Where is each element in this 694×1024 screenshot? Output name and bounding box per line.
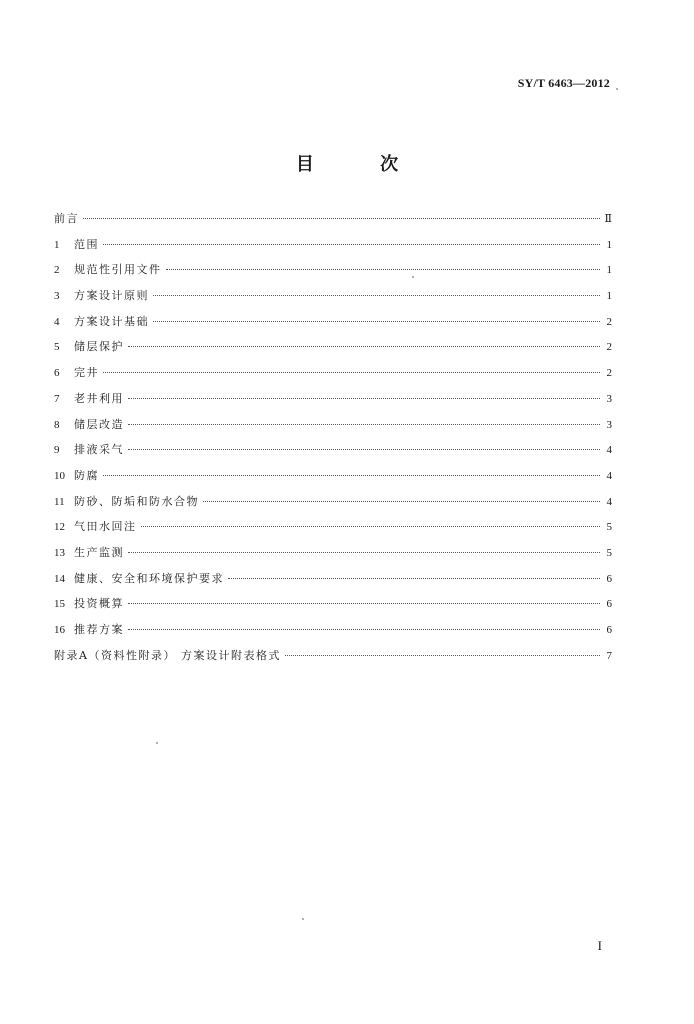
toc-entry-page: 2: [606, 315, 612, 328]
toc-entry-label: 前言: [54, 212, 79, 225]
toc-leader-dots: [103, 372, 600, 373]
scan-speck: [616, 88, 618, 90]
toc-entry-page: 2: [606, 341, 612, 354]
toc-leader-dots: [228, 578, 600, 579]
toc-entry: [54, 287, 612, 313]
toc-entry-number: 14: [54, 572, 65, 585]
toc-entry: [54, 544, 612, 570]
toc-entry-page: 6: [606, 598, 612, 611]
toc-leader-dots: [83, 218, 600, 219]
table-of-contents: [54, 210, 612, 672]
scan-speck: [412, 276, 414, 278]
toc-leader-dots: [203, 501, 600, 502]
toc-entry-page: 2: [606, 367, 612, 380]
toc-entry-label: 排液采气: [74, 443, 124, 457]
toc-entry-label: 气田水回注: [74, 520, 137, 534]
toc-entry-page: 5: [606, 521, 612, 534]
toc-entry-number: 8: [54, 418, 60, 431]
page-title: 目 次: [295, 154, 429, 175]
page-number: I: [597, 938, 602, 953]
toc-entry-label: 方案设计基础: [74, 314, 149, 328]
toc-entry: [54, 595, 612, 621]
toc-entry-label: 储层改造: [74, 417, 124, 431]
toc-entry-page: 7: [606, 649, 612, 662]
toc-entry-page: 4: [606, 495, 612, 508]
toc-entry-page: 3: [606, 392, 612, 405]
toc-entry: [54, 570, 612, 596]
toc-entry-number: 4: [54, 315, 60, 328]
scan-speck: [302, 918, 304, 920]
toc-leader-dots: [128, 346, 600, 347]
toc-entry-label: 防腐: [74, 468, 99, 482]
toc-entry-page: 4: [606, 444, 612, 457]
toc-entry-number: 12: [54, 521, 65, 534]
toc-leader-dots: [128, 629, 600, 630]
toc-entry: [54, 518, 612, 544]
toc-entry-number: 5: [54, 341, 60, 354]
toc-entry-page: 6: [606, 572, 612, 585]
toc-entry: [54, 441, 612, 467]
toc-leader-dots: [166, 269, 601, 270]
toc-leader-dots: [103, 244, 600, 245]
toc-leader-dots: [128, 449, 600, 450]
toc-leader-dots: [128, 398, 600, 399]
toc-entry: [54, 467, 612, 493]
toc-entry-page: 1: [606, 264, 612, 277]
toc-leader-dots: [128, 424, 600, 425]
toc-entry-label: 完井: [74, 366, 99, 380]
toc-entry-number: 11: [54, 495, 65, 508]
toc-entry-number: 6: [54, 367, 60, 380]
toc-entry: [54, 621, 612, 647]
toc-entry-number: 16: [54, 624, 65, 636]
toc-entry-label: 附录A（资料性附录） 方案设计附表格式: [54, 648, 281, 662]
toc-entry: [54, 364, 612, 390]
toc-leader-dots: [103, 475, 600, 476]
toc-entry-number: 10: [54, 469, 65, 482]
toc-entry-number: 2: [54, 264, 60, 277]
toc-entry-page: 6: [606, 624, 612, 636]
toc-leader-dots: [128, 552, 600, 553]
standard-code: SY/T 6463—2012: [517, 76, 610, 90]
toc-entry-label: 健康、安全和环境保护要求: [74, 571, 224, 585]
toc-entry: [54, 647, 612, 673]
toc-entry-page: Ⅱ: [604, 213, 612, 225]
toc-leader-dots: [141, 526, 601, 527]
toc-entry: [54, 210, 612, 236]
toc-entry-number: 15: [54, 598, 65, 611]
toc-entry-page: 1: [606, 238, 612, 251]
toc-entry-label: 投资概算: [74, 597, 124, 611]
toc-entry-number: 13: [54, 546, 65, 559]
toc-entry-page: 5: [606, 546, 612, 559]
scan-speck: [156, 742, 158, 744]
toc-entry-label: 规范性引用文件: [74, 263, 162, 277]
toc-entry: [54, 338, 612, 364]
toc-leader-dots: [153, 295, 600, 296]
toc-entry-label: 方案设计原则: [74, 289, 149, 303]
toc-entry-number: 1: [54, 238, 60, 251]
toc-entry-label: 范围: [74, 237, 99, 251]
toc-entry: [54, 261, 612, 287]
toc-entry-page: 1: [606, 290, 612, 303]
toc-entry-number: 9: [54, 444, 60, 457]
toc-entry: [54, 236, 612, 262]
toc-entry-number: 7: [54, 392, 60, 405]
toc-entry: [54, 313, 612, 339]
toc-entry: [54, 390, 612, 416]
toc-entry: [54, 416, 612, 442]
toc-entry-label: 老井利用: [74, 391, 124, 405]
toc-entry-label: 生产监测: [74, 545, 124, 559]
toc-entry-label: 储层保护: [74, 340, 124, 354]
toc-leader-dots: [128, 603, 600, 604]
toc-entry-page: 3: [606, 418, 612, 431]
toc-entry-page: 4: [606, 469, 612, 482]
toc-entry-label: 防砂、防垢和防水合物: [74, 494, 199, 508]
toc-entry-number: 3: [54, 290, 60, 303]
toc-leader-dots: [285, 655, 600, 656]
toc-entry-label: 推荐方案: [74, 623, 124, 636]
toc-entry: [54, 493, 612, 519]
toc-leader-dots: [153, 321, 600, 322]
